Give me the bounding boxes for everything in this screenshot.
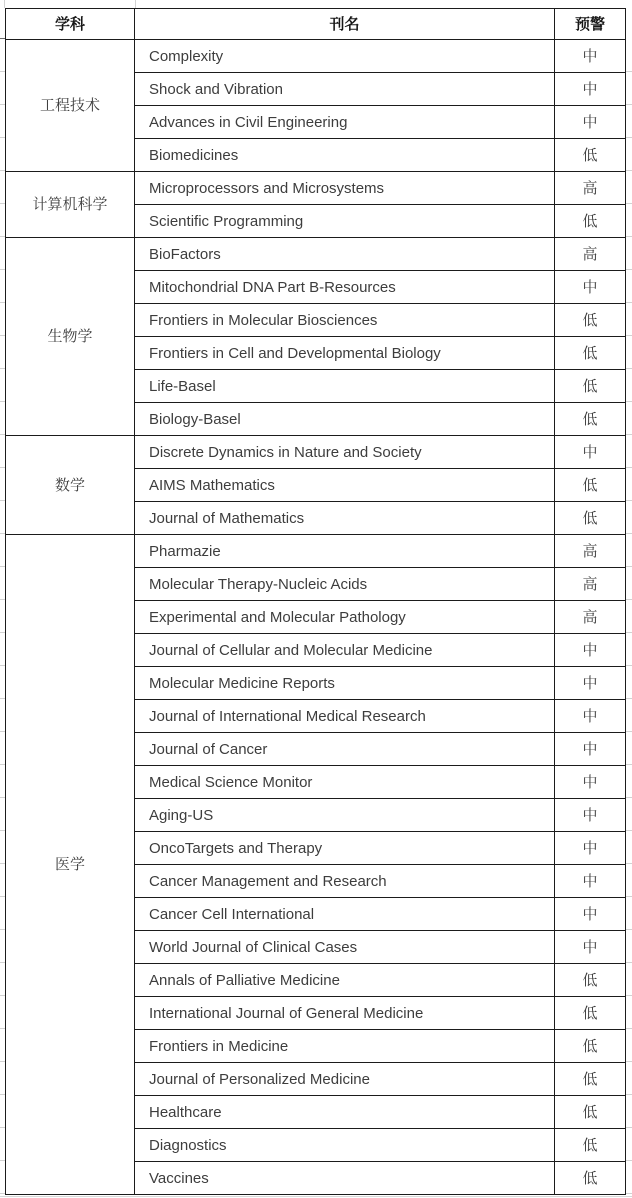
journal-warning-table [5,8,626,1195]
warning-cell: 低 [555,1096,626,1129]
warning-cell: 高 [555,238,626,271]
header-subject: 学科 [6,9,135,40]
table-row [6,436,626,469]
table-row [6,535,626,568]
journal-cell: Advances in Civil Engineering [135,106,555,139]
warning-cell: 中 [555,436,626,469]
journal-cell: AIMS Mathematics [135,469,555,502]
warning-cell: 高 [555,172,626,205]
warning-cell: 高 [555,601,626,634]
journal-cell: Complexity [135,40,555,73]
table-body [6,40,626,1195]
journal-cell: Annals of Palliative Medicine [135,964,555,997]
journal-cell: Vaccines [135,1162,555,1195]
table-row [6,40,626,73]
journal-cell: Biology-Basel [135,403,555,436]
warning-cell: 中 [555,766,626,799]
warning-cell: 高 [555,535,626,568]
warning-cell: 中 [555,865,626,898]
journal-cell: Journal of Personalized Medicine [135,1063,555,1096]
warning-cell: 低 [555,502,626,535]
journal-cell: Pharmazie [135,535,555,568]
journal-cell: Cancer Management and Research [135,865,555,898]
journal-cell: Scientific Programming [135,205,555,238]
warning-cell: 中 [555,700,626,733]
warning-cell: 低 [555,1129,626,1162]
warning-cell: 中 [555,271,626,304]
warning-cell: 低 [555,1162,626,1195]
subject-cell: 工程技术 [6,40,135,172]
header-row [6,9,626,40]
journal-cell: Journal of Cellular and Molecular Medicine [135,634,555,667]
subject-cell: 计算机科学 [6,172,135,238]
journal-cell: Journal of International Medical Research [135,700,555,733]
journal-cell: OncoTargets and Therapy [135,832,555,865]
journal-cell: Cancer Cell International [135,898,555,931]
warning-cell: 低 [555,964,626,997]
warning-cell: 低 [555,370,626,403]
journal-cell: Healthcare [135,1096,555,1129]
warning-cell: 中 [555,667,626,700]
journal-cell: International Journal of General Medicine [135,997,555,1030]
journal-cell: Mitochondrial DNA Part B-Resources [135,271,555,304]
gridline-bottom [0,1196,632,1197]
warning-cell: 中 [555,733,626,766]
warning-cell: 中 [555,832,626,865]
warning-cell: 低 [555,1063,626,1096]
warning-cell: 高 [555,568,626,601]
warning-cell: 低 [555,205,626,238]
warning-cell: 低 [555,469,626,502]
gridline-top-stub [135,0,136,8]
gridline-right-margin [625,39,632,1194]
journal-cell: Molecular Medicine Reports [135,667,555,700]
subject-cell: 生物学 [6,238,135,436]
warning-cell: 低 [555,304,626,337]
gridline-top-stub [4,0,5,8]
journal-cell: Shock and Vibration [135,73,555,106]
warning-cell: 低 [555,139,626,172]
journal-cell: Life-Basel [135,370,555,403]
journal-cell: Discrete Dynamics in Nature and Society [135,436,555,469]
journal-cell: BioFactors [135,238,555,271]
journal-cell: Biomedicines [135,139,555,172]
warning-cell: 中 [555,73,626,106]
table-row [6,238,626,271]
header-warning: 预警 [555,9,626,40]
subject-cell: 数学 [6,436,135,535]
warning-cell: 中 [555,799,626,832]
journal-cell: Diagnostics [135,1129,555,1162]
journal-cell: Medical Science Monitor [135,766,555,799]
journal-cell: Journal of Mathematics [135,502,555,535]
journal-cell: Aging-US [135,799,555,832]
warning-cell: 低 [555,337,626,370]
warning-cell: 中 [555,40,626,73]
journal-cell: Frontiers in Cell and Developmental Biology [135,337,555,370]
warning-cell: 中 [555,106,626,139]
warning-cell: 低 [555,1030,626,1063]
warning-cell: 中 [555,898,626,931]
warning-cell: 低 [555,997,626,1030]
table-row [6,172,626,205]
header-journal: 刊名 [135,9,555,40]
journal-cell: World Journal of Clinical Cases [135,931,555,964]
warning-cell: 中 [555,931,626,964]
journal-cell: Molecular Therapy-Nucleic Acids [135,568,555,601]
journal-cell: Experimental and Molecular Pathology [135,601,555,634]
journal-cell: Frontiers in Molecular Biosciences [135,304,555,337]
journal-cell: Journal of Cancer [135,733,555,766]
journal-cell: Frontiers in Medicine [135,1030,555,1063]
warning-cell: 中 [555,634,626,667]
subject-cell: 医学 [6,535,135,1195]
journal-cell: Microprocessors and Microsystems [135,172,555,205]
warning-cell: 低 [555,403,626,436]
